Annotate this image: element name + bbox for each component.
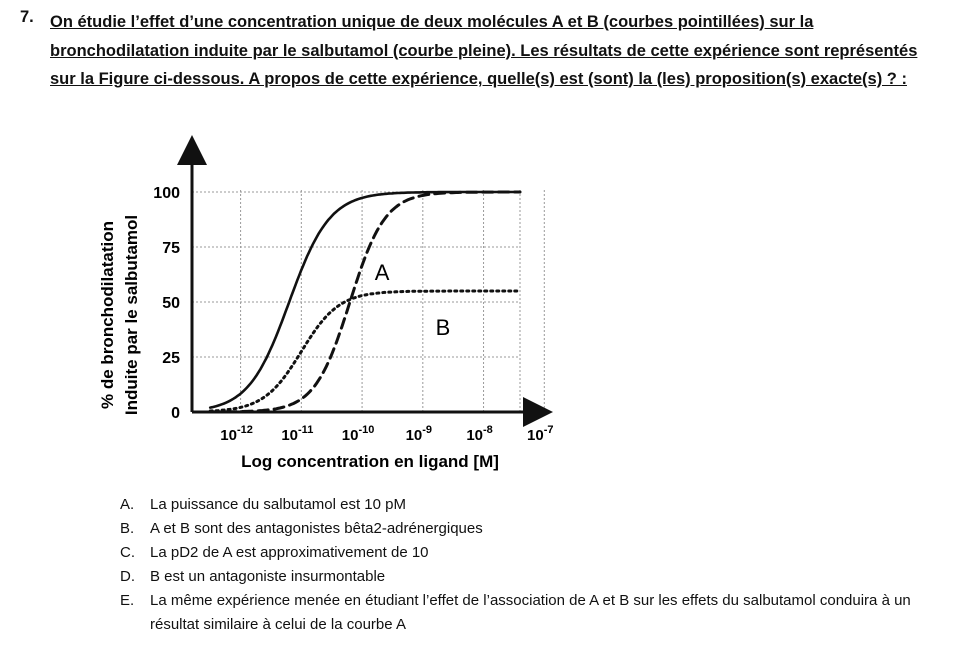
- curve-labels: [375, 260, 451, 340]
- x-tick-exp: -12: [236, 424, 253, 436]
- x-tick-exp: -9: [422, 424, 433, 436]
- x-tick-exp: -7: [543, 424, 554, 436]
- x-tick-labels: [220, 424, 553, 444]
- x-tick-label: [342, 424, 375, 444]
- option-letter: B.: [120, 520, 135, 537]
- y-tick-labels: [153, 185, 180, 422]
- x-axis-label: Log concentration en ligand [M]: [241, 452, 499, 471]
- x-tick-base: 10: [405, 427, 423, 444]
- option-letter: A.: [120, 496, 135, 513]
- x-tick-exp: -11: [298, 424, 314, 436]
- curve-salbutamol: [210, 192, 520, 408]
- x-tick-base: 10: [341, 427, 359, 444]
- option-c[interactable]: [120, 541, 940, 565]
- option-letter: C.: [120, 544, 135, 561]
- answer-options: [120, 493, 940, 637]
- y-tick-label: 100: [153, 185, 180, 202]
- x-tick-base: 10: [220, 427, 237, 444]
- question-number: 7.: [20, 8, 34, 26]
- x-tick-base: 10: [281, 427, 299, 444]
- x-tick-exp: -10: [358, 424, 375, 436]
- option-e[interactable]: [120, 589, 940, 637]
- y-tick-label: 75: [162, 240, 180, 257]
- x-tick-label: [527, 424, 553, 444]
- option-a[interactable]: [120, 493, 940, 517]
- dose-response-chart: [80, 140, 554, 480]
- option-b[interactable]: [120, 517, 940, 541]
- x-tick-label: [281, 424, 313, 444]
- option-text: La même expérience menée en étudiant l’effet de l’association de A et B sur les effets du salbutamol conduira à un résultat similaire à celui de la courbe A: [150, 592, 911, 633]
- x-tick-base: 10: [527, 427, 544, 444]
- x-tick-label: [406, 424, 432, 444]
- x-tick-base: 10: [466, 427, 484, 444]
- option-letter: E.: [120, 592, 135, 609]
- option-d[interactable]: [120, 565, 940, 589]
- question: [20, 8, 940, 94]
- option-text: La pD2 de A est approximativement de 10: [150, 544, 429, 561]
- x-tick-label: [466, 424, 492, 444]
- option-text: La puissance du salbutamol est 10 pM: [150, 496, 406, 513]
- curve-label-b: B: [435, 315, 451, 341]
- curve-label-a: A: [374, 260, 390, 285]
- question-text: On étudie l’effet d’une concentration unique de deux molécules A et B (courbes pointillées) sur la bronchodilatation induite par le salbutamol (courbe pleine). Les résultats de cette expérience sont représentés sur la Figure ci-dessous. A propos de cette expérience, quelle(s) est (sont) la (les) proposition(s) exacte(s) ? :: [50, 13, 918, 88]
- y-tick-label: 25: [162, 350, 180, 367]
- y-tick-label: 50: [162, 295, 180, 312]
- y-axis-label-line2: Induite par le salbutamol: [122, 214, 141, 416]
- x-tick-exp: -8: [483, 424, 493, 436]
- y-tick-label: 0: [171, 405, 180, 422]
- x-tick-label: [220, 424, 253, 444]
- curve-b: [210, 291, 520, 411]
- option-text: A et B sont des antagonistes bêta2-adrénergiques: [150, 520, 483, 537]
- grid: [192, 190, 544, 412]
- option-text: B est un antagoniste insurmontable: [150, 568, 386, 585]
- y-axis-label-line1: % de bronchodilatation: [98, 221, 117, 409]
- option-letter: D.: [120, 568, 135, 585]
